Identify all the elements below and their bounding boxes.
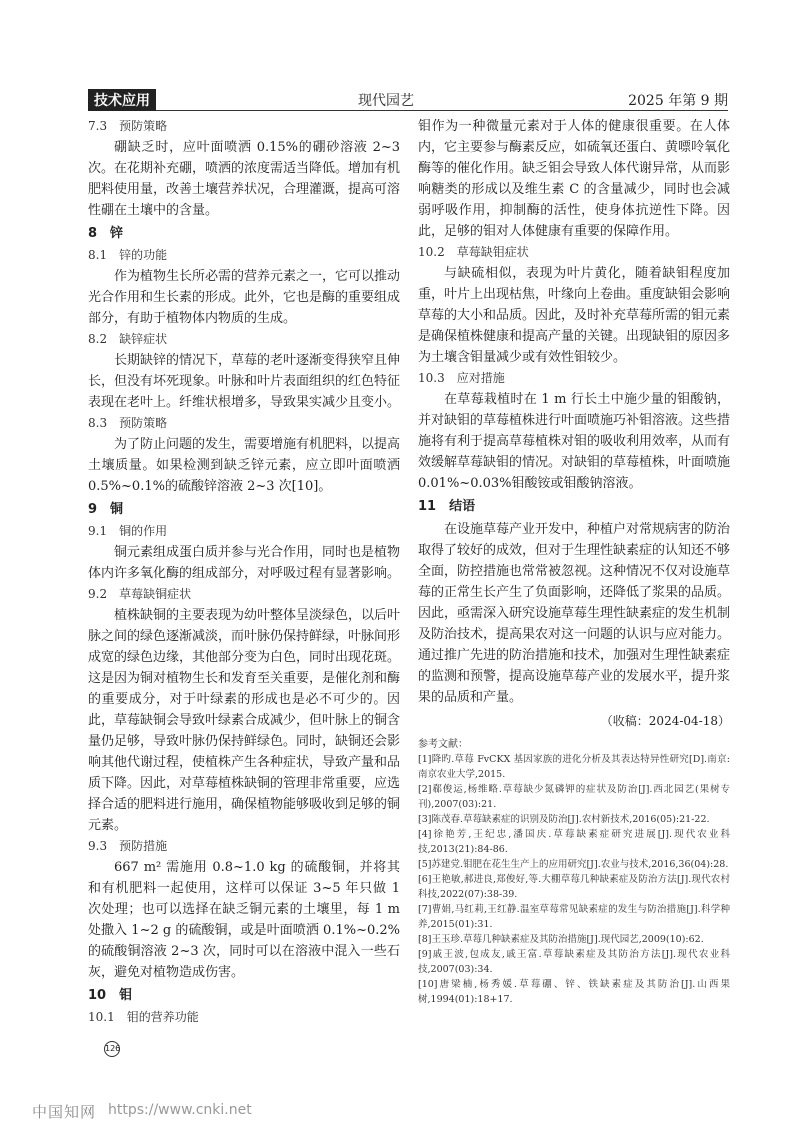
subsection-heading: 9.3 预防措施 (88, 839, 168, 853)
subsection-heading: 8.1 锌的功能 (88, 248, 168, 262)
paragraph: 与缺硫相似，表现为叶片黄化，随着缺钼程度加重，叶片上出现枯焦，叶缘向上卷曲。重度缺钼会影响草莓的大小和品质。因此，及时补充草莓所需的钼元素是确保植株健康和提高产量的关键。出现缺钼的原因多为土壤含钼量减少或有效性钼较少。 (418, 266, 731, 365)
paragraph: 在设施草莓产业开发中，种植户对常规病害的防治取得了较好的成效，但对于生理性缺素症的认知还不够全面，防控措施也常常被忽视。这种情况不仅对设施草莓的正常生长产生了负面影响，还降低了浆果的品质。因此，亟需深入研究设施草莓生理性缺素症的发生机制及防治技术，提高果农对这一问题的认识与应对能力。通过推广先进的防治措施和技术，加强对生理性缺素症的监测和预警，提高设施草莓产业的发展水平，提升浆果的品质和产量。 (418, 522, 731, 705)
page-number: 126 (104, 1041, 120, 1057)
paragraph: 铜元素组成蛋白质并参与光合作用，同时也是植物体内许多氧化酶的组成部分，对呼吸过程有显著影响。 (88, 545, 401, 581)
reference-item: [4]徐艳芳,王纪忠,潘国庆.草莓缺素症研究进展[J].现代农业科技,2013(21):84-86. (418, 829, 730, 855)
subsection-heading: 8.2 缺锌症状 (88, 332, 168, 346)
section-heading: 11 结语 (418, 499, 476, 514)
reference-item: [1]降旳.草莓 FvCKX 基因家族的进化分析及其表达特异性研究[D].南京:南京农业大学,2015. (418, 754, 730, 780)
references-heading: 参考文献： (418, 739, 468, 750)
section-heading: 10 钼 (88, 988, 133, 1003)
reference-item: [8]王玉珍.草莓几种缺素症及其防治措施[J].现代园艺,2009(10):62. (418, 934, 704, 945)
issue-label: 2025 年第 9 期 (628, 93, 728, 109)
paragraph: 植株缺铜的主要表现为幼叶整体呈淡绿色，以后叶脉之间的绿色逐渐减淡，而叶脉仍保持鲜绿，叶脉间形成宽的绿色边缘，其他部分变为白色，同时出现花斑。这是因为铜对植物生长和发育至关重要，是催化剂和酶的重要成分，对于叶绿素的形成也是必不可少的。因此，草莓缺铜会导致叶绿素合成减少，但叶脉上的铜含量仍足够，导致叶脉仍保持鲜绿色。同时，缺铜还会影响其他代谢过程，使植株产生各种症状，导致产量和品质下降。因此，对草莓植株缺铜的管理非常重要，应选择合适的肥料进行施用，确保植物能够吸收到足够的铜元素。 (88, 608, 401, 833)
reference-item: [10]唐梁楠,杨秀媛.草莓硼、锌、铁缺素症及其防治[J].山西果树,1994(01):18+17. (418, 979, 730, 1005)
subsection-heading: 9.2 草莓缺铜症状 (88, 587, 192, 601)
footer (0, 1087, 800, 1133)
section-heading: 8 锌 (88, 226, 124, 241)
paragraph: 钼作为一种微量元素对于人体的健康很重要。在人体内，它主要参与酶素反应，如硫氧还蛋白、黄嘌呤氧化酶等的催化作用。缺乏钼会导致人体代谢异常，从而影响糖类的形成以及维生素 C 的含量减少，同时也会减弱呼吸作用，抑制酶的活性，使身体抗逆性下降。因此，足够的钼对人体健康有重要的保障作用。 (418, 119, 731, 239)
journal-title: 现代园艺 (358, 93, 414, 109)
subsection-heading: 7.3 预防策略 (88, 119, 168, 133)
paragraph: 硼缺乏时，应叶面喷洒 0.15%的硼砂溶液 2~3 次。在花期补充硼，喷洒的浓度需适当降低。增加有机肥料使用量，改善土壤营养状况，合理灌溉，提高可溶性硼在土壤中的含量。 (88, 140, 401, 218)
subsection-heading: 10.2 草莓缺钼症状 (418, 245, 529, 259)
reference-item: [7]曹娟,马红莉,王红静.温室草莓常见缺素症的发生与防治措施[J].科学种养,2015(01):31. (418, 904, 730, 930)
reference-item: [9]戚王波,包成友,戚王富.草莓缺素症及其防治方法[J].现代农业科技,2007(03):34. (418, 949, 730, 975)
subsection-heading: 8.3 预防策略 (88, 416, 168, 430)
paragraph: 为了防止问题的发生，需要增施有机肥料，以提高土壤质量。如果检测到缺乏锌元素，应立即叶面喷洒 0.5%~0.1%的硫酸锌溶液 2~3 次[10]。 (88, 437, 401, 494)
left-column (88, 116, 400, 1028)
reference-item: [2]郗俊运,杨维略.草莓缺少氮磷钾的症状及防治[J].西北园艺(果树专刊),2007(03):21. (418, 784, 730, 810)
paragraph: 长期缺锌的情况下，草莓的老叶逐渐变得狭窄且伸长，但没有坏死现象。叶脉和叶片表面组织的红色特征表现在老叶上。纤维状根增多，导致果实减少且变小。 (88, 353, 401, 410)
paragraph: 在草莓栽植时在 1 m 行长土中施少量的钼酸钠，并对缺钼的草莓植株进行叶面喷施巧补钼溶液。这些措施将有利于提高草莓植株对钼的吸收利用效率，从而有效缓解草莓缺钼的情况。对缺钼的草莓植株，叶面喷施 0.01%~0.03%钼酸铵或钼酸钠溶液。 (418, 392, 731, 491)
references-list (418, 752, 730, 1007)
page-header (88, 88, 728, 111)
received-date: （收稿：2024-04-18） (600, 714, 730, 728)
section-badge: 技术应用 (88, 89, 156, 111)
paragraph: 667 m² 需施用 0.8~1.0 kg 的硫酸铜，并将其和有机肥料一起使用，这样可以保证 3~5 年只做 1 次处理；也可以选择在缺乏铜元素的土壤里，每 1 m 处撒入 1~2 g 的硫酸铜，或是叶面喷洒 0.1%~0.2%的硫酸铜溶液 2~3 次，同时可以在溶液中混入一些石灰，避免对植物造成伤害。 (88, 860, 400, 980)
right-column (418, 116, 730, 1007)
reference-item: [6]王艳敏,郝进良,郑俊好,等.大棚草莓几种缺素症及防治方法[J].现代农村科技,2022(07):38-39. (418, 874, 730, 900)
subsection-heading: 10.3 应对措施 (418, 371, 505, 385)
reference-item: [3]陈茂春.草莓缺素症的识别及防治[J].农村新技术,2016(05):21-22. (418, 814, 710, 825)
reference-item: [5]苏建党.钼肥在花生生产上的应用研究[J].农业与技术,2016,36(04):28. (418, 859, 729, 870)
right-column-body (418, 116, 730, 708)
paragraph: 作为植物生长所必需的营养元素之一，它可以推动光合作用和生长素的形成。此外，它也是酶的重要组成部分，有助于植物体内物质的生成。 (88, 269, 401, 326)
subsection-heading: 10.1 钼的营养功能 (88, 1010, 199, 1024)
section-heading: 9 铜 (88, 502, 124, 517)
cnki-logo: 中国知网 (32, 1103, 97, 1121)
cnki-url[interactable]: https://www.cnki.net (108, 1102, 252, 1118)
subsection-heading: 9.1 铜的作用 (88, 524, 168, 538)
